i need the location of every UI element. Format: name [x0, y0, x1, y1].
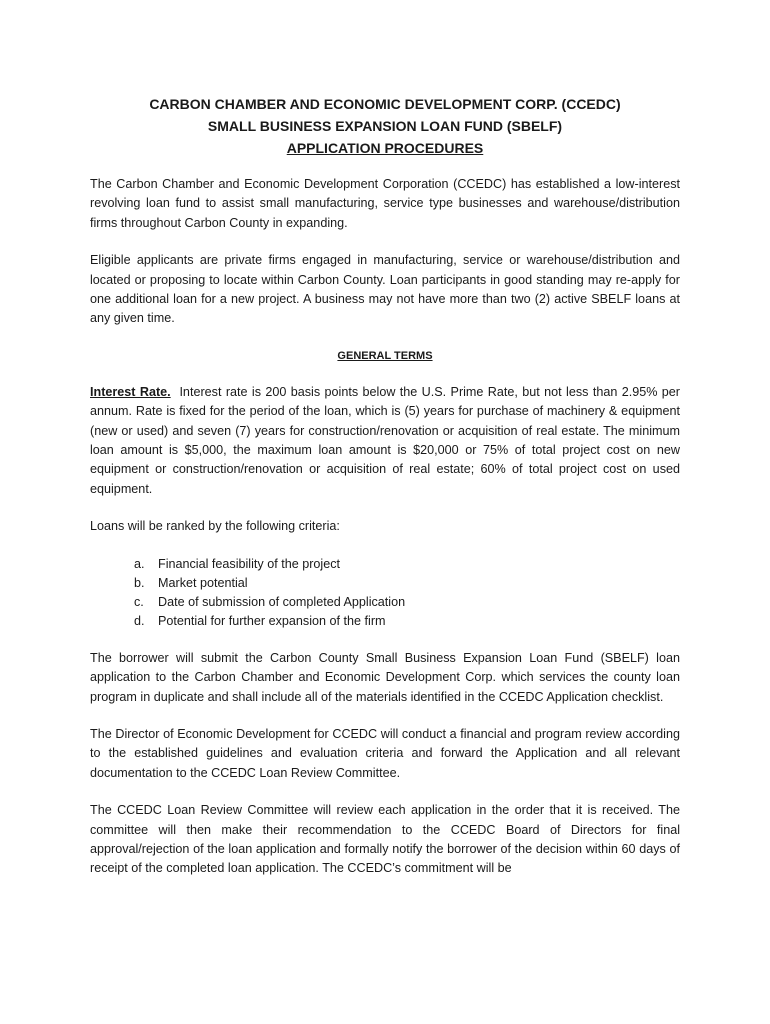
interest-rate-paragraph [90, 383, 680, 499]
interest-rate-text: Interest rate is 200 basis points below the U.S. Prime Rate, but not less than 2.95% per annum. Rate is fixed for the period of the loan, which is (5) years for purchase of machinery & equipment (new or used) and seven (7) years for construction/renovation or acquisition of real estate. The minimum loan amount is $5,000, the maximum loan amount is $20,000 or 75% of total project cost on new equipment or construction/renovation or acquisition of real estate; 60% of total project cost on used equipment. [90, 384, 680, 496]
list-item [134, 574, 680, 593]
interest-rate-label: Interest Rate. [90, 384, 171, 399]
title-line-program: SMALL BUSINESS EXPANSION LOAN FUND (SBELF) [207, 118, 563, 134]
borrower-paragraph: The borrower will submit the Carbon County Small Business Expansion Loan Fund (SBELF) loan application to the Carbon Chamber and Economic Development Corp. which services the county loan program in duplicate and shall include all of the materials identified in the CCEDC Application checklist. [90, 650, 680, 704]
document-page [90, 93, 680, 897]
director-review-paragraph: The Director of Economic Development for CCEDC will conduct a financial and program review according to the established guidelines and evaluation criteria and forward the Application and all relevant documentation to the CCEDC Loan Review Committee. [90, 726, 680, 780]
list-item-letter: d. [134, 613, 145, 628]
list-item [134, 612, 680, 631]
list-item-text: Date of submission of completed Application [158, 594, 406, 609]
title-line-organization: CARBON CHAMBER AND ECONOMIC DEVELOPMENT CORP. (CCEDC) [149, 96, 621, 112]
list-item-letter: b. [134, 575, 145, 590]
list-item-text: Market potential [158, 575, 248, 590]
ranking-intro: Loans will be ranked by the following criteria: [90, 519, 340, 534]
list-item-letter: c. [134, 594, 144, 609]
list-item [134, 555, 680, 574]
document-title [90, 93, 680, 159]
criteria-list [90, 555, 680, 631]
general-terms-heading: GENERAL TERMS [337, 349, 433, 362]
list-item-text: Financial feasibility of the project [158, 556, 341, 571]
list-item-letter: a. [134, 556, 145, 571]
committee-review-paragraph: The CCEDC Loan Review Committee will review each application in the order that it is received. The committee will then make their recommendation to the CCEDC Board of Directors for final approval/rejection of the loan application and formally notify the borrower of the decision within 60 days of receipt of the completed loan application. The CCEDC’s commitment will be [90, 803, 680, 876]
list-item-text: Potential for further expansion of the firm [158, 613, 386, 628]
title-line-procedures: APPLICATION PROCEDURES [286, 140, 484, 156]
intro-paragraph-2: Eligible applicants are private firms engaged in manufacturing, service or warehouse/distribution and located or proposing to locate within Carbon County. Loan participants in good standing may re-apply for one additional loan for a new project. A business may not have more than two (2) active SBELF loans at any given time. [90, 253, 680, 326]
intro-paragraph-1: The Carbon Chamber and Economic Development Corporation (CCEDC) has established a low-interest revolving loan fund to assist small manufacturing, service type businesses and warehouse/distribution firms throughout Carbon County in expanding. [90, 177, 680, 230]
list-item [134, 593, 680, 612]
